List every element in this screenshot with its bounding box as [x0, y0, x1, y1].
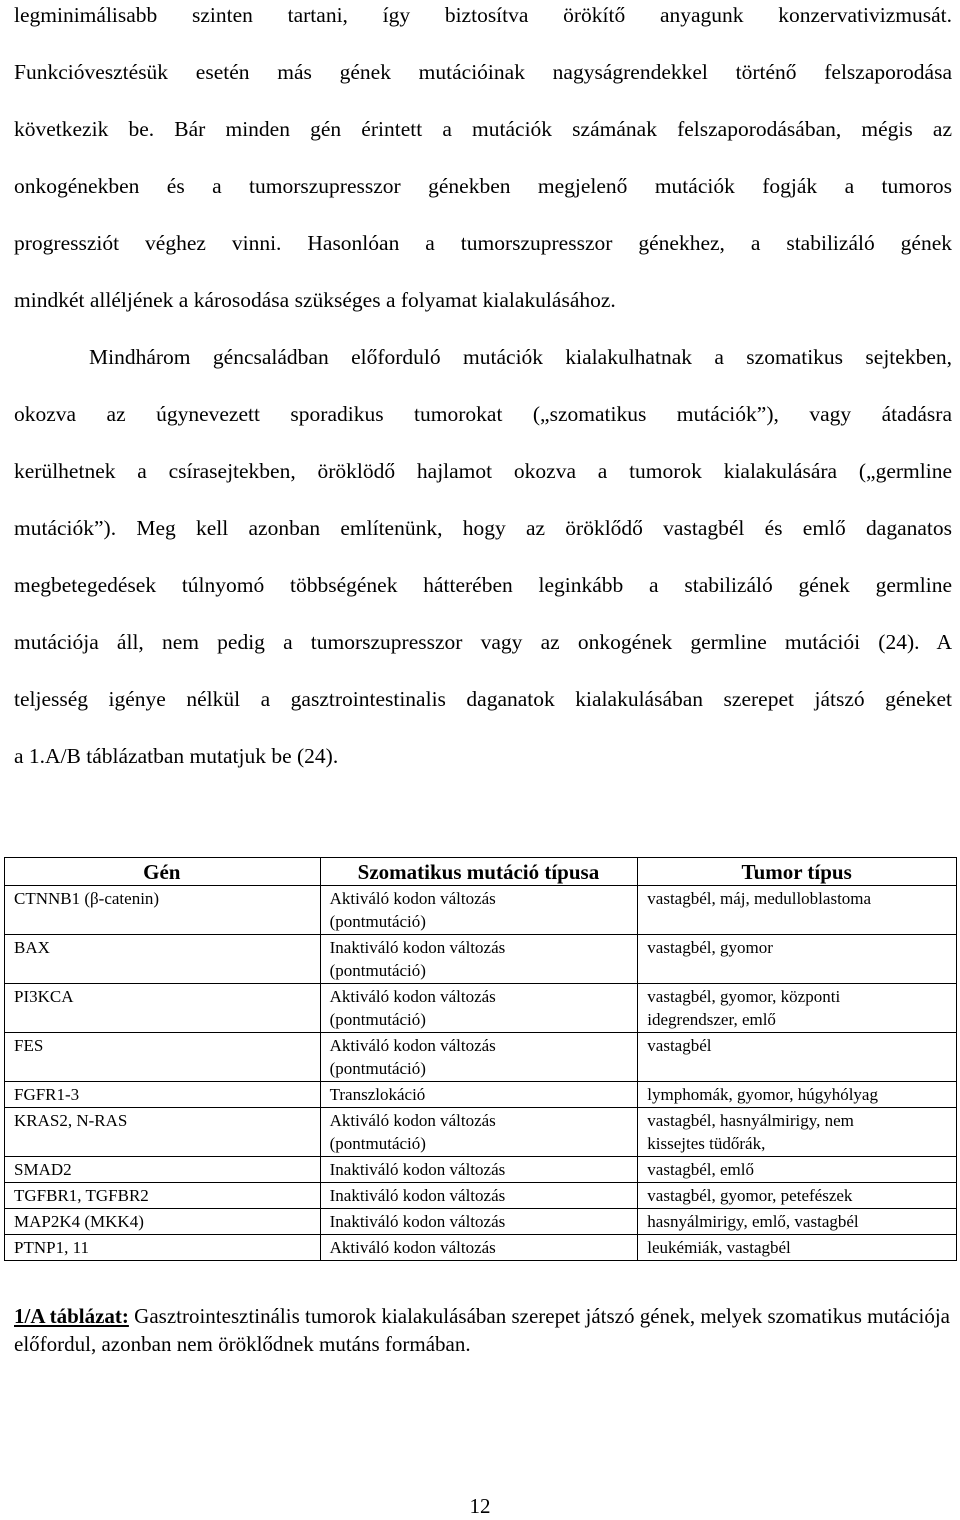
table-row: [5, 886, 957, 935]
paragraph-line: progressziót véghez vinni. Hasonlóan a tumorszupresszor génekhez, a stabilizáló gének: [14, 231, 952, 255]
mutation-type-line: Aktiváló kodon változás: [329, 987, 496, 1006]
tumor-type-line: leukémiák, vastagbél: [647, 1238, 791, 1257]
gene-cell: BAX: [5, 935, 321, 984]
paragraph-line: kerülhetnek a csírasejtekben, öröklödő hajlamot okozva a tumorok kialakulására („germline: [14, 459, 952, 483]
tumor-type-cell: [638, 935, 957, 984]
tumor-type-cell: [638, 1209, 957, 1235]
mutation-type-cell: [320, 1209, 638, 1235]
tumor-type-line: vastagbél, gyomor, petefészek: [647, 1186, 853, 1205]
mutation-type-line: Aktiváló kodon változás: [329, 1238, 496, 1257]
gene-cell: SMAD2: [5, 1157, 321, 1183]
paragraph-line: a 1.A/B táblázatban mutatjuk be (24).: [14, 744, 339, 768]
table-caption-text: Gasztrointesztinális tumorok kialakulásában szerepet játszó gének, melyek szomatikus mutációja előfordul, azonban nem öröklődnek mutáns formában.: [14, 1304, 950, 1356]
paragraph-line: onkogénekben és a tumorszupresszor génekben megjelenő mutációk fogják a tumoros: [14, 174, 952, 198]
tumor-type-cell: [638, 886, 957, 935]
paragraph-line: megbetegedések túlnyomó többségének hátterében leginkább a stabilizáló gének germline: [14, 573, 952, 597]
column-header-mutation-type: Szomatikus mutáció típusa: [320, 858, 638, 886]
mutation-type-cell: [320, 1108, 638, 1157]
paragraph-line: következik be. Bár minden gén érintett a mutációk számának felszaporodásában, mégis az: [14, 117, 952, 141]
paragraph-line: mindkét alléljének a károsodása szükséges a folyamat kialakulásához.: [14, 288, 616, 312]
mutation-type-line: Aktiváló kodon változás: [329, 1036, 496, 1055]
gene-cell: FES: [5, 1033, 321, 1082]
table-row: [5, 1235, 957, 1261]
table-row: [5, 1033, 957, 1082]
tumor-type-cell: [638, 1082, 957, 1108]
paragraph-line: legminimálisabb szinten tartani, így biztosítva örökítő anyagunk konzervativizmusát.: [14, 3, 952, 27]
table-header-row: [5, 858, 957, 886]
mutation-type-line: Inaktiváló kodon változás: [329, 1160, 506, 1179]
mutation-type-line: (pontmutáció): [329, 1059, 426, 1078]
mutation-type-line: (pontmutáció): [329, 1010, 426, 1029]
tumor-type-cell: [638, 984, 957, 1033]
mutation-type-line: Aktiváló kodon változás: [329, 1111, 496, 1130]
gene-cell: KRAS2, N-RAS: [5, 1108, 321, 1157]
mutation-type-line: (pontmutáció): [329, 1134, 426, 1153]
gene-cell: CTNNB1 (β-catenin): [5, 886, 321, 935]
tumor-type-cell: [638, 1183, 957, 1209]
table-row: [5, 1108, 957, 1157]
tumor-type-cell: [638, 1108, 957, 1157]
column-header-tumor-type: Tumor típus: [638, 858, 957, 886]
mutation-type-cell: [320, 1157, 638, 1183]
mutation-type-line: (pontmutáció): [329, 961, 426, 980]
table-row: [5, 935, 957, 984]
table-row: [5, 984, 957, 1033]
tumor-type-line: vastagbél, gyomor: [647, 938, 773, 957]
table-caption: [14, 1302, 952, 1358]
mutation-type-line: (pontmutáció): [329, 912, 426, 931]
tumor-type-line: vastagbél, emlő: [647, 1160, 754, 1179]
gene-cell: PTNP1, 11: [5, 1235, 321, 1261]
table-row: [5, 1082, 957, 1108]
gene-cell: MAP2K4 (MKK4): [5, 1209, 321, 1235]
paragraph-line: okozva az úgynevezett sporadikus tumorokat („szomatikus mutációk”), vagy átadásra: [14, 402, 952, 426]
mutation-type-cell: [320, 1033, 638, 1082]
paragraph-line: Mindhárom géncsaládban előforduló mutációk kialakulhatnak a szomatikus sejtekben,: [89, 345, 952, 369]
table-caption-label: 1/A táblázat:: [14, 1304, 129, 1328]
paragraph-line: Funkcióvesztésük esetén más gének mutációinak nagyságrendekkel történő felszaporodása: [14, 60, 952, 84]
mutation-type-line: Inaktiváló kodon változás: [329, 1212, 506, 1231]
mutation-type-line: Aktiváló kodon változás: [329, 889, 496, 908]
gene-table: [4, 857, 957, 1261]
table-row: [5, 1209, 957, 1235]
tumor-type-line: idegrendszer, emlő: [647, 1010, 776, 1029]
mutation-type-line: Transzlokáció: [329, 1085, 426, 1104]
mutation-type-cell: [320, 886, 638, 935]
mutation-type-cell: [320, 935, 638, 984]
tumor-type-line: vastagbél, máj, medulloblastoma: [647, 889, 872, 908]
tumor-type-line: hasnyálmirigy, emlő, vastagbél: [647, 1212, 859, 1231]
gene-cell: PI3KCA: [5, 984, 321, 1033]
mutation-type-line: Inaktiváló kodon változás: [329, 1186, 506, 1205]
mutation-type-line: Inaktiváló kodon változás: [329, 938, 506, 957]
tumor-type-line: lymphomák, gyomor, húgyhólyag: [647, 1085, 878, 1104]
page-number: 12: [469, 1494, 491, 1518]
mutation-type-cell: [320, 1082, 638, 1108]
tumor-type-line: kissejtes tüdőrák,: [647, 1134, 766, 1153]
gene-cell: FGFR1-3: [5, 1082, 321, 1108]
column-header-gene: Gén: [5, 858, 321, 886]
mutation-type-cell: [320, 1235, 638, 1261]
tumor-type-line: vastagbél: [647, 1036, 712, 1055]
paragraph-line: mutációk”). Meg kell azonban említenünk, hogy az öröklődő vastagbél és emlő daganatos: [14, 516, 952, 540]
mutation-type-cell: [320, 984, 638, 1033]
paragraph-line: mutációja áll, nem pedig a tumorszupresszor vagy az onkogének germline mutációi (24). A: [14, 630, 952, 654]
tumor-type-cell: [638, 1033, 957, 1082]
paragraph-line: teljesség igénye nélkül a gasztrointestinalis daganatok kialakulásában szerepet játszó géneket: [14, 687, 952, 711]
gene-cell: TGFBR1, TGFBR2: [5, 1183, 321, 1209]
table-row: [5, 1157, 957, 1183]
table-row: [5, 1183, 957, 1209]
tumor-type-cell: [638, 1235, 957, 1261]
tumor-type-cell: [638, 1157, 957, 1183]
mutation-type-cell: [320, 1183, 638, 1209]
tumor-type-line: vastagbél, gyomor, központi: [647, 987, 841, 1006]
tumor-type-line: vastagbél, hasnyálmirigy, nem: [647, 1111, 854, 1130]
